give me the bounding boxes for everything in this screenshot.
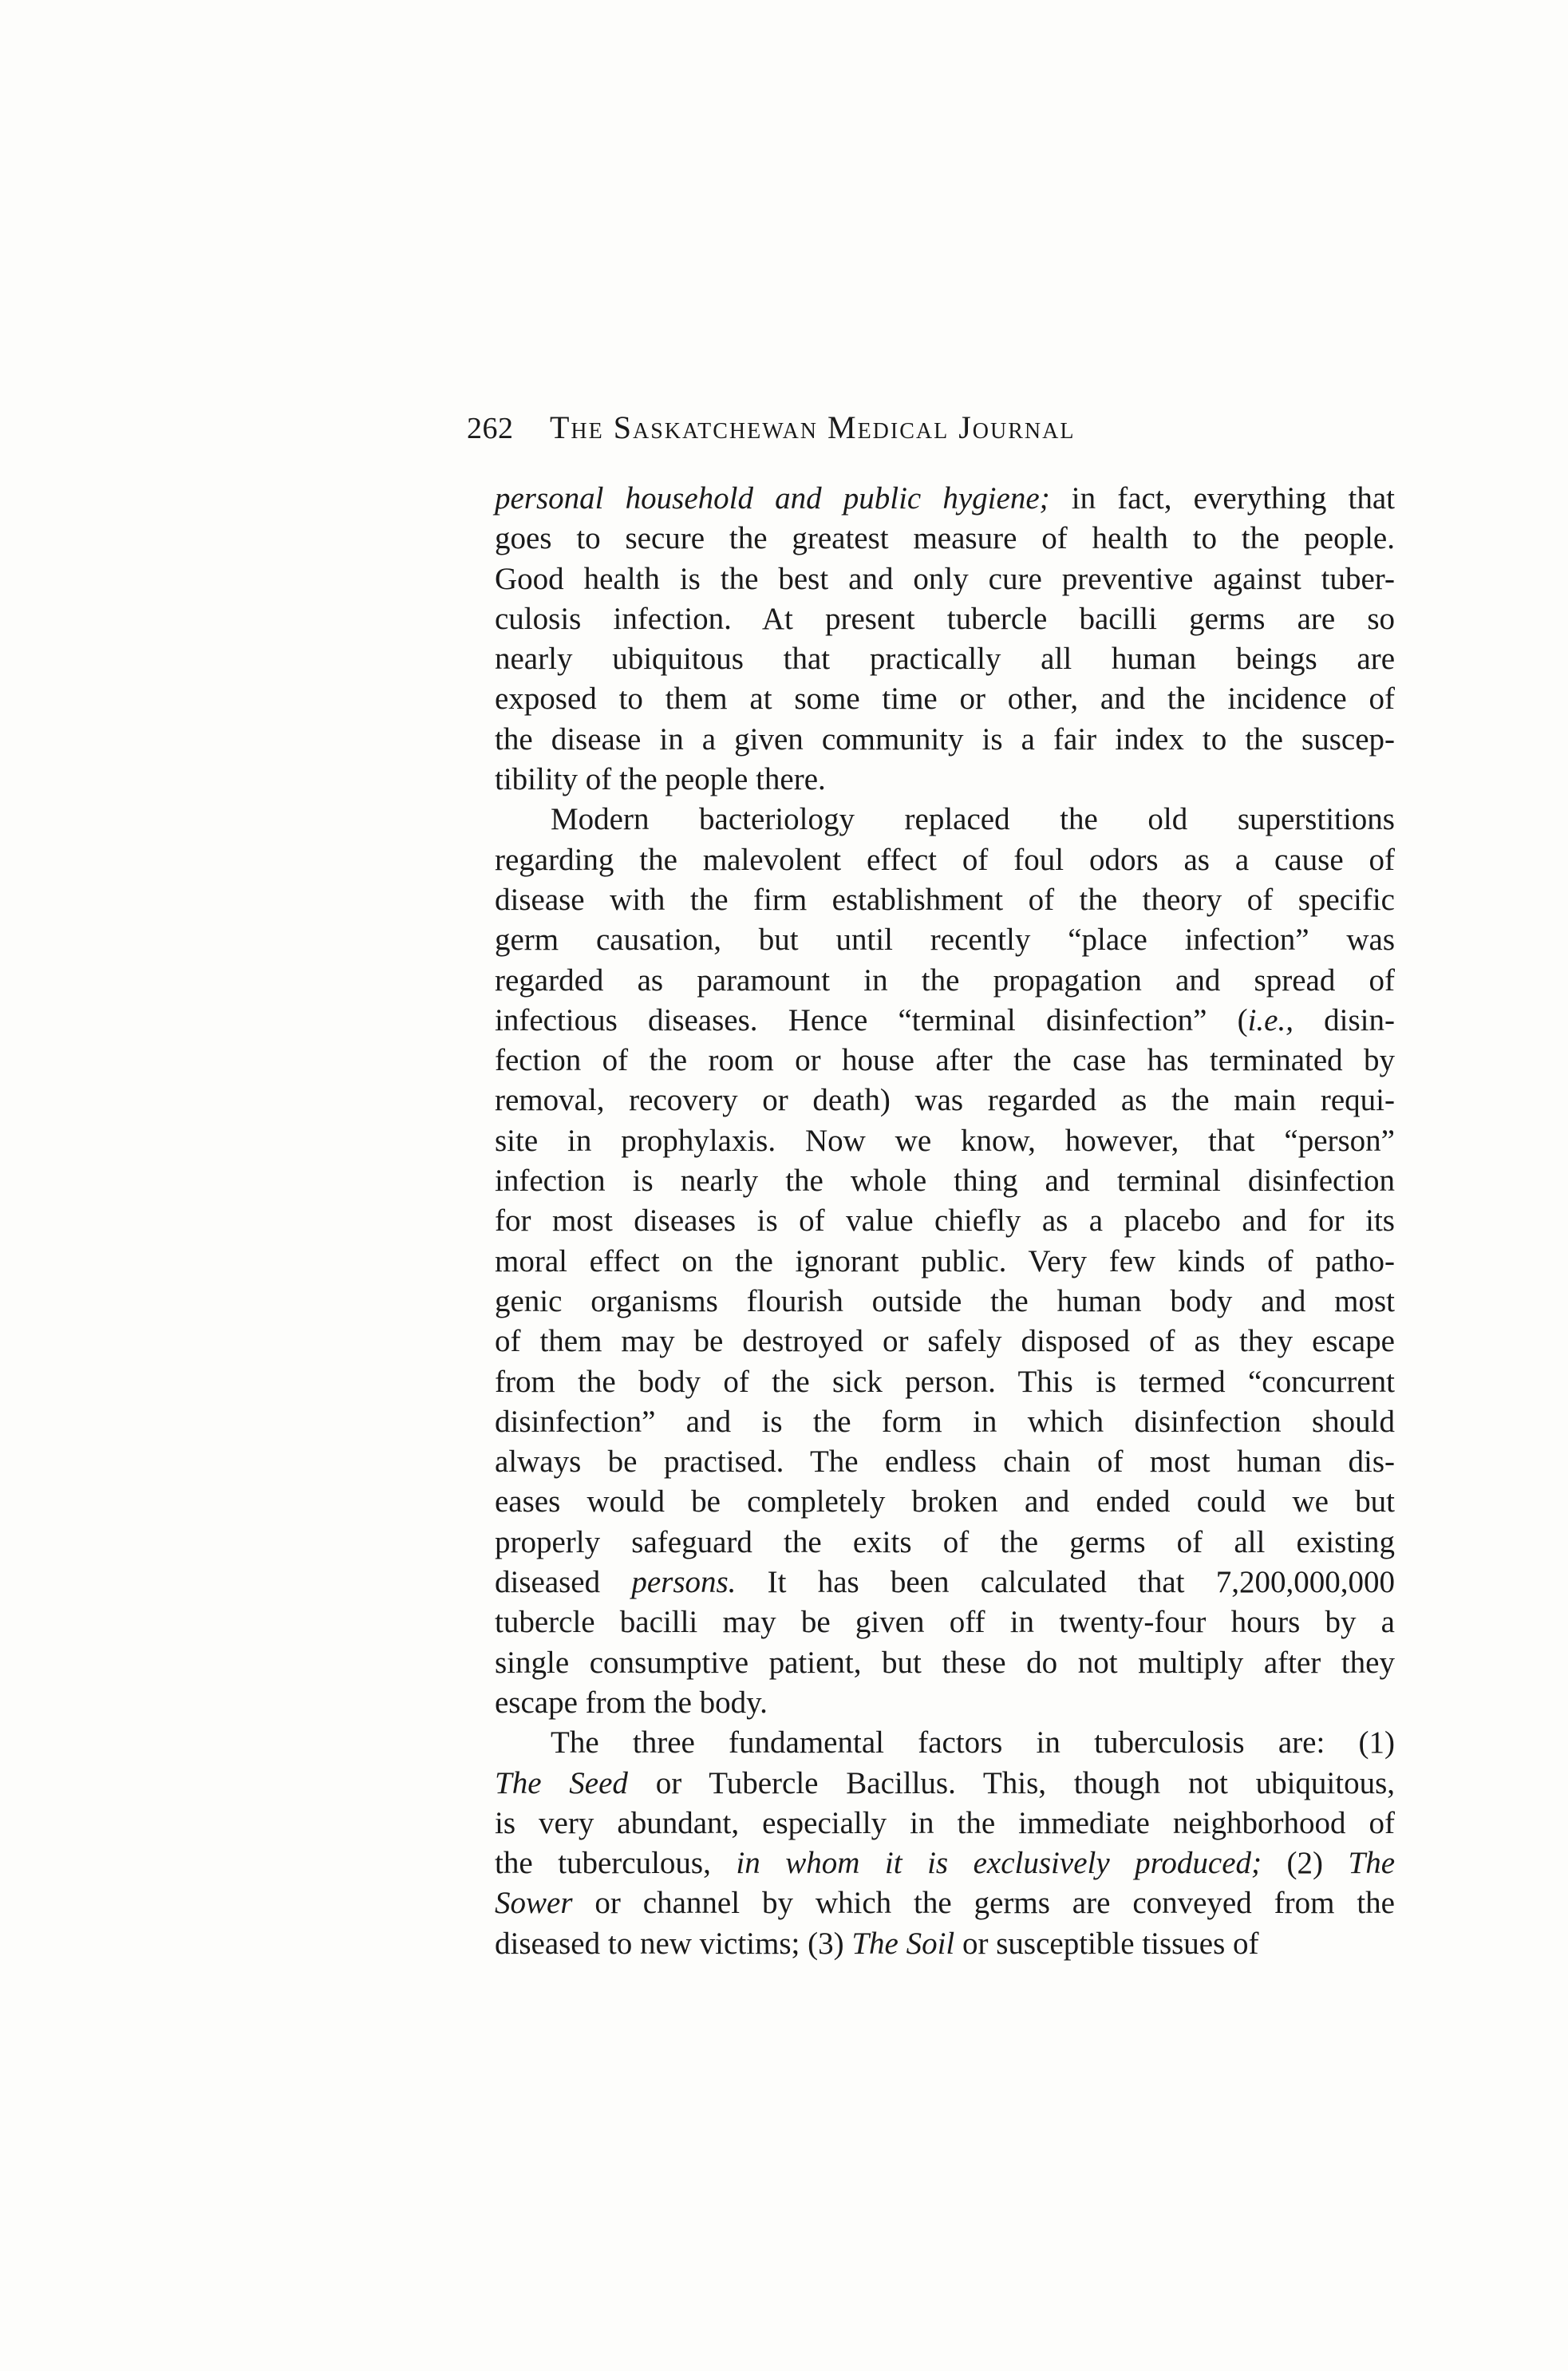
text-line xyxy=(495,479,1395,519)
text-run: site in prophylaxis. Now we know, however, that “person” xyxy=(495,1123,1395,1158)
page-number: 262 xyxy=(467,412,514,445)
text-run: in fact, everything that xyxy=(1049,481,1395,516)
italic-text: personal household and public hygiene; xyxy=(495,481,1050,516)
text-line xyxy=(495,1764,1395,1804)
text-line xyxy=(495,1843,1395,1883)
text-run: disease with the firm establishment of the theory of specific xyxy=(495,882,1395,917)
text-line xyxy=(495,1442,1395,1482)
text-run: disin- xyxy=(1293,1002,1395,1037)
text-line xyxy=(495,1242,1395,1282)
text-line xyxy=(495,720,1395,760)
text-line xyxy=(495,1322,1395,1361)
text-line xyxy=(495,1482,1395,1522)
text-run: (2) xyxy=(1262,1846,1349,1881)
text-line xyxy=(495,760,1395,800)
text-line xyxy=(495,920,1395,960)
text-run: Modern bacteriology replaced the old superstitions xyxy=(551,802,1395,837)
text-run: tibility of the people there. xyxy=(495,762,826,797)
text-line xyxy=(495,1161,1395,1201)
text-run: or susceptible tissues of xyxy=(954,1926,1259,1961)
text-run: is very abundant, especially in the immediate neighborhood of xyxy=(495,1805,1395,1840)
text-line xyxy=(495,1523,1395,1563)
text-run: properly safeguard the exits of the germs of all existing xyxy=(495,1524,1395,1559)
text-run: culosis infection. At present tubercle bacilli germs are so xyxy=(495,601,1395,636)
text-run: regarding the malevolent effect of foul odors as a cause of xyxy=(495,842,1395,877)
text-line xyxy=(495,1804,1395,1843)
italic-text: The Soil xyxy=(851,1926,955,1961)
text-line xyxy=(495,1602,1395,1642)
text-run: disinfection” and is the form in which disinfection should xyxy=(495,1404,1395,1439)
text-run: tubercle bacilli may be given off in twenty-four hours by a xyxy=(495,1605,1395,1640)
text-line xyxy=(495,679,1395,719)
text-line xyxy=(495,599,1395,639)
text-line xyxy=(495,1282,1395,1322)
text-line xyxy=(495,1402,1395,1442)
text-line xyxy=(495,1924,1395,1964)
text-run: escape from the body. xyxy=(495,1685,768,1720)
running-head xyxy=(467,409,1392,456)
text-line xyxy=(495,1883,1395,1923)
text-run: moral effect on the ignorant public. Very few kinds of patho- xyxy=(495,1243,1395,1278)
text-run: fection of the room or house after the case has terminated by xyxy=(495,1043,1395,1078)
text-line xyxy=(495,1041,1395,1081)
text-run: infectious diseases. Hence “terminal disinfection” ( xyxy=(495,1002,1248,1037)
text-line xyxy=(495,961,1395,1001)
italic-text: persons. xyxy=(631,1565,737,1600)
text-run: always be practised. The endless chain of most human dis- xyxy=(495,1444,1395,1480)
text-run: goes to secure the greatest measure of health to the people. xyxy=(495,521,1395,556)
text-line xyxy=(495,880,1395,920)
text-line xyxy=(495,840,1395,880)
text-run: the disease in a given community is a fair index to the suscep- xyxy=(495,721,1395,757)
text-run: diseased xyxy=(495,1565,632,1600)
text-run: the tuberculous, xyxy=(495,1846,737,1881)
italic-text: in whom it is exclusively produced; xyxy=(736,1846,1262,1881)
paragraph xyxy=(495,1723,1395,1964)
text-line xyxy=(495,1643,1395,1683)
text-run: nearly ubiquitous that practically all human beings are xyxy=(495,642,1395,677)
text-run: exposed to them at some time or other, and the incidence of xyxy=(495,682,1395,717)
italic-text: The Seed xyxy=(495,1765,628,1800)
text-run: single consumptive patient, but these do not multiply after they xyxy=(495,1645,1395,1680)
body-text xyxy=(495,479,1395,1964)
journal-title: The Saskatchewan Medical Journal xyxy=(550,409,1076,445)
text-line xyxy=(495,1201,1395,1241)
text-run: or Tubercle Bacillus. This, though not ubiquitous, xyxy=(627,1765,1395,1800)
italic-text: Sower xyxy=(495,1886,573,1921)
text-line xyxy=(495,559,1395,599)
italic-text: i.e., xyxy=(1247,1002,1294,1037)
text-line xyxy=(495,519,1395,559)
text-line xyxy=(495,1121,1395,1161)
text-run: eases would be completely broken and ended could we but xyxy=(495,1484,1395,1519)
text-line xyxy=(495,1563,1395,1602)
text-line xyxy=(495,800,1395,840)
text-run: diseased to new victims; (3) xyxy=(495,1926,852,1961)
italic-text: The xyxy=(1348,1846,1395,1881)
text-run: for most diseases is of value chiefly as a placebo and for its xyxy=(495,1203,1395,1239)
text-run: or channel by which the germs are conveyed from the xyxy=(572,1886,1395,1921)
paragraph xyxy=(495,800,1395,1723)
text-line xyxy=(495,1081,1395,1120)
text-run: It has been calculated that 7,200,000,000 xyxy=(736,1565,1395,1600)
text-run: of them may be destroyed or safely disposed of as they escape xyxy=(495,1324,1395,1359)
text-line xyxy=(495,1362,1395,1402)
text-line xyxy=(495,1683,1395,1723)
text-line xyxy=(495,639,1395,679)
text-run: genic organisms flourish outside the human body and most xyxy=(495,1283,1395,1318)
text-run: from the body of the sick person. This is termed “concurrent xyxy=(495,1364,1395,1399)
paragraph xyxy=(495,479,1395,800)
text-run: removal, recovery or death) was regarded as the main requi- xyxy=(495,1083,1395,1118)
text-line xyxy=(495,1723,1395,1763)
text-line xyxy=(495,1001,1395,1041)
text-run: infection is nearly the whole thing and terminal disinfection xyxy=(495,1164,1395,1199)
text-run: germ causation, but until recently “place infection” was xyxy=(495,923,1395,958)
text-run: Good health is the best and only cure preventive against tuber- xyxy=(495,561,1395,596)
text-run: The three fundamental factors in tuberculosis are: (1) xyxy=(551,1725,1395,1760)
text-run: regarded as paramount in the propagation and spread of xyxy=(495,962,1395,998)
